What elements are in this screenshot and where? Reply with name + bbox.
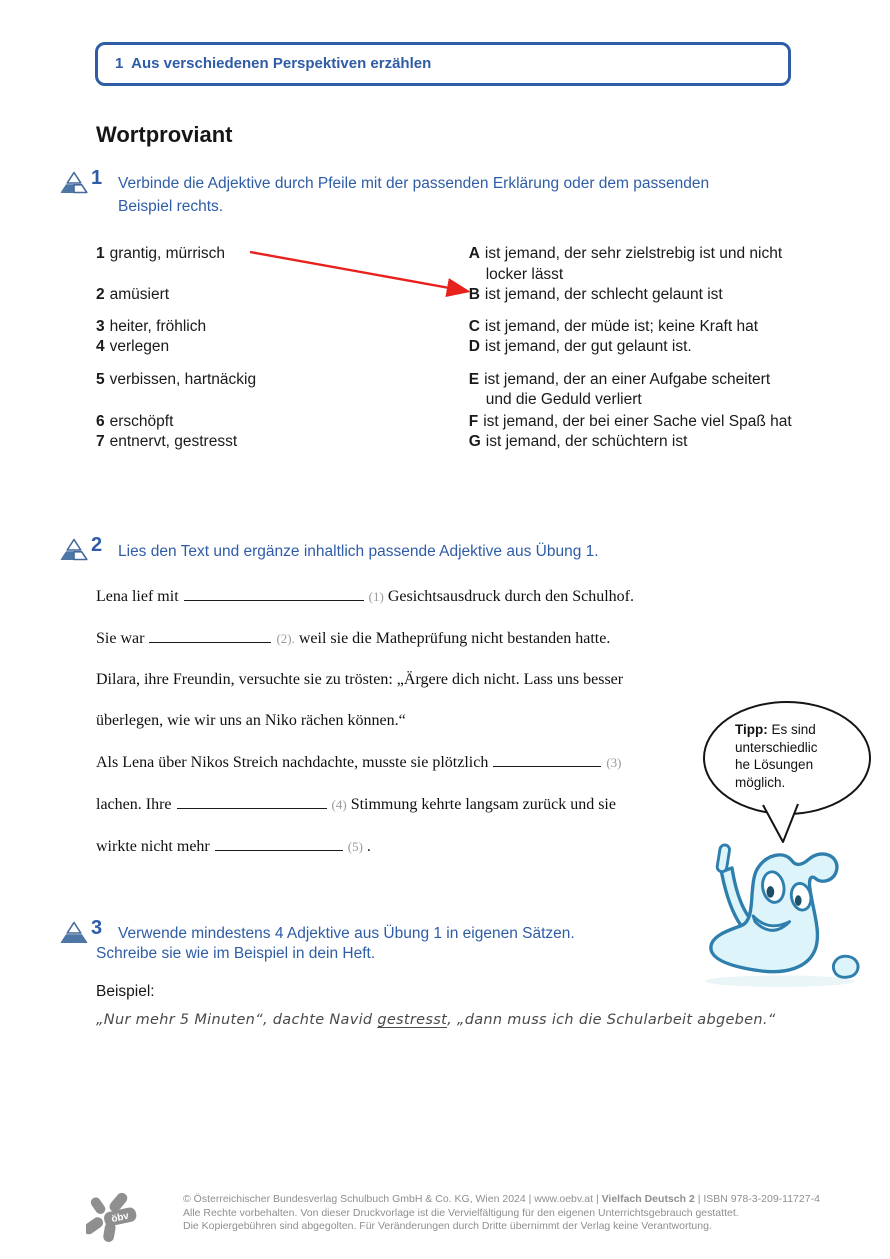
adjective-item-4[interactable]: 4 verlegen: [96, 338, 170, 355]
gap-fill-text: [96, 586, 756, 878]
task-pyramid-icon: [60, 538, 88, 561]
adjective-item-6[interactable]: 6 erschöpft: [96, 412, 174, 430]
text-line-5: Als Lena über Nikos Streich nachdachte, musste sie plötzlich (3): [96, 754, 622, 771]
underlined-adjective: gestresst: [377, 1012, 448, 1028]
text-line-4: überlegen, wie wir uns an Niko rächen können.“: [96, 712, 406, 729]
exercise3-number: 3: [91, 917, 103, 939]
footer-line-2: Alle Rechte vorbehalten. Von dieser Druckvorlage ist die Vervielfältigung für den eigenen Unterrichtsgebrauch gestattet.: [183, 1206, 739, 1219]
adjective-item-2[interactable]: 2 amüsiert: [96, 286, 170, 303]
blank-number-5: (5): [347, 839, 363, 854]
text-line-6: lachen. Ihre (4) Stimmung kehrte langsam zurück und sie: [96, 796, 616, 813]
example-label: Beispiel:: [96, 983, 155, 1000]
chapter-header-box: [95, 42, 791, 86]
blank-3[interactable]: [493, 752, 601, 767]
blank-number-3: (3): [606, 755, 622, 770]
text-line-3: Dilara, ihre Freundin, versuchte sie zu trösten: „Ärgere dich nicht. Lass uns besser: [96, 671, 624, 688]
adjective-item-5[interactable]: 5 verbissen, hartnäckig: [96, 370, 257, 388]
tip-speech-bubble: [701, 700, 879, 850]
exercise1-number: 1: [91, 167, 103, 189]
explanation-item-G[interactable]: G ist jemand, der schüchtern ist: [468, 433, 688, 450]
adjective-item-3[interactable]: 3 heiter, fröhlich: [96, 317, 207, 335]
footer-line-3: Die Kopiergebühren sind abgegolten. Für Veränderungen durch Dritte übernimmt der Verlag keine Verantwortung.: [183, 1220, 712, 1232]
text-line-1: Lena lief mit (1) Gesichtsausdruck durch den Schulhof.: [96, 588, 634, 605]
blank-4[interactable]: [177, 794, 327, 809]
blank-1[interactable]: [184, 586, 364, 601]
exercise3-instruction-line2: Schreibe sie wie im Beispiel in dein Heft.: [96, 945, 376, 962]
adjective-item-1[interactable]: 1 grantig, mürrisch: [96, 245, 226, 262]
handwritten-example: „Nur mehr 5 Minuten“, dachte Navid gestresst, „dann muss ich die Schularbeit abgeben.“: [96, 1012, 776, 1028]
blank-number-4: (4): [331, 797, 347, 812]
adjective-item-7[interactable]: 7 entnervt, gestresst: [96, 433, 238, 450]
exercise2-instruction: Lies den Text und ergänze inhaltlich passende Adjektive aus Übung 1.: [118, 543, 599, 560]
chapter-title: 1 Aus verschiedenen Perspektiven erzählen: [115, 55, 432, 72]
blank-number-2: (2).: [276, 631, 295, 646]
page-title: Wortproviant: [96, 122, 233, 147]
footer-line-1: © Österreichischer Bundesverlag Schulbuch GmbH & Co. KG, Wien 2024 | www.oebv.at | Vielfach Deutsch 2 | ISBN 978-3-209-11727-4: [183, 1193, 820, 1205]
exercise3-instruction-line1: Verwende mindestens 4 Adjektive aus Übung 1 in eigenen Sätzen.: [118, 925, 575, 942]
tip-text: Tipp: Es sind unterschiedlic he Lösungen möglich.: [735, 722, 818, 790]
footer-imprint: [183, 1193, 823, 1234]
blank-number-1: (1): [368, 589, 384, 604]
explanation-item-A[interactable]: A ist jemand, der sehr zielstrebig ist und nicht locker lässt: [468, 245, 783, 283]
text-line-2: Sie war (2). weil sie die Matheprüfung nicht bestanden hatte.: [96, 630, 611, 647]
task-pyramid-icon: [60, 171, 88, 194]
tip-label: Tipp:: [735, 722, 768, 737]
mascot-blob-character: [684, 835, 876, 993]
explanation-item-D[interactable]: D ist jemand, der gut gelaunt ist.: [468, 338, 692, 355]
task-pyramid-icon-filled: [60, 921, 88, 944]
connection-arrow-1-to-B: [242, 243, 482, 303]
blank-2[interactable]: [149, 628, 271, 643]
blank-5[interactable]: [215, 836, 343, 851]
book-title: Vielfach Deutsch 2: [601, 1193, 695, 1205]
oebv-logo-text: öbv: [110, 1210, 130, 1226]
explanation-item-F[interactable]: F ist jemand, der bei einer Sache viel Spaß hat: [468, 412, 792, 430]
explanation-item-E[interactable]: E ist jemand, der an einer Aufgabe scheitert und die Geduld verliert: [468, 370, 771, 408]
explanation-item-B[interactable]: B ist jemand, der schlecht gelaunt ist: [468, 286, 723, 303]
exercise2-number: 2: [91, 534, 103, 556]
explanation-item-C[interactable]: C ist jemand, der müde ist; keine Kraft hat: [468, 317, 759, 335]
oebv-logo: [86, 1186, 140, 1244]
text-line-7: wirkte nicht mehr (5) .: [96, 838, 371, 855]
exercise1-instruction: Verbinde die Adjektive durch Pfeile mit der passenden Erklärung oder dem passenden Beispiel rechts.: [118, 175, 710, 215]
